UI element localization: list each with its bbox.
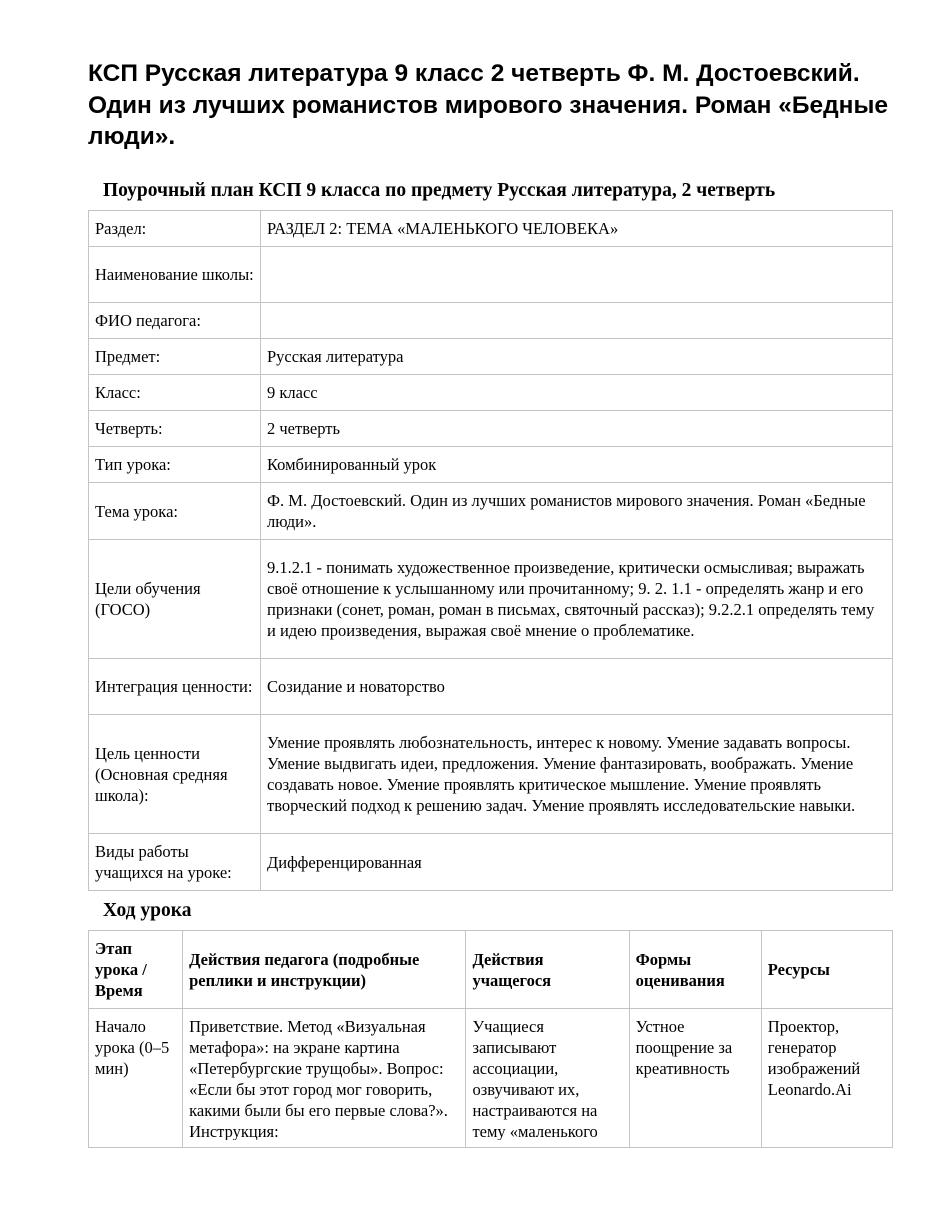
row-label-school: Наименование школы: bbox=[89, 247, 261, 303]
row-label-quarter: Четверть: bbox=[89, 411, 261, 447]
table-row bbox=[89, 659, 893, 715]
cell-student-actions bbox=[466, 1009, 629, 1148]
lesson-plan-table bbox=[88, 210, 893, 891]
header-resources: Ресурсы bbox=[761, 931, 892, 1009]
table-row bbox=[89, 1009, 893, 1148]
table-row bbox=[89, 375, 893, 411]
row-label-value-goal: Цель ценности (Основная средняя школа): bbox=[89, 715, 261, 834]
table-row bbox=[89, 483, 893, 540]
table-row bbox=[89, 715, 893, 834]
cell-resources bbox=[761, 1009, 892, 1148]
table-row bbox=[89, 211, 893, 247]
lesson-progress-table bbox=[88, 930, 893, 1148]
row-value-learning-goals: 9.1.2.1 - понимать художественное произведение, критически осмысливая; выражать своё отношение к услышанному или прочитанному; 9. 2. 1.1 - определять жанр и его признаки (сонет, роман, роман в письмах, святочный рассказ); 9.2.2.1 определять тему и идею произведения, выражая своё мнение о проблематике. bbox=[261, 540, 893, 659]
header-student-actions: Действия учащегося bbox=[466, 931, 629, 1009]
row-label-grade: Класс: bbox=[89, 375, 261, 411]
plan-heading: Поурочный план КСП 9 класса по предмету Русская литература, 2 четверть bbox=[103, 180, 776, 201]
table-row bbox=[89, 411, 893, 447]
row-label-section: Раздел: bbox=[89, 211, 261, 247]
row-label-lesson-type: Тип урока: bbox=[89, 447, 261, 483]
row-value-topic: Ф. М. Достоевский. Один из лучших романистов мирового значения. Роман «Бедные люди». bbox=[261, 483, 893, 540]
cell-teacher-actions-text: Приветствие. Метод «Визуальная метафора»: на экране картина «Петербургские трущобы». Вопрос: «Если бы этот город мог говорить, какими были бы его первые слова?». Инструкция: bbox=[189, 1017, 448, 1140]
row-label-topic: Тема урока: bbox=[89, 483, 261, 540]
row-value-subject: Русская литература bbox=[261, 339, 893, 375]
cell-student-actions-text: Учащиеся записывают ассоциации, озвучивают их, настраиваются на тему «маленького bbox=[472, 1017, 598, 1140]
cell-stage-text: Начало урока (0–5 мин) bbox=[95, 1017, 170, 1078]
cell-stage bbox=[89, 1009, 183, 1148]
row-value-school bbox=[261, 247, 893, 303]
header-assessment: Формы оценивания bbox=[629, 931, 761, 1009]
cell-resources-text: Проектор, генератор изображений Leonardo.Ai bbox=[767, 1017, 861, 1099]
table-row bbox=[89, 540, 893, 659]
row-value-value-goal: Умение проявлять любознательность, интерес к новому. Умение задавать вопросы. Умение выдвигать идеи, предложения. Умение фантазировать, воображать. Умение создавать новое. Умение проявлять критическое мышление. Умение проявлять творческий подход к решению задач. Умение проявлять исследовательские навыки. bbox=[261, 715, 893, 834]
row-label-teacher: ФИО педагога: bbox=[89, 303, 261, 339]
header-teacher-actions: Действия педагога (подробные реплики и инструкции) bbox=[183, 931, 466, 1009]
row-value-teacher bbox=[261, 303, 893, 339]
table-row bbox=[89, 247, 893, 303]
row-value-work-types: Дифференцированная bbox=[261, 834, 893, 891]
row-label-value-integration: Интеграция ценности: bbox=[89, 659, 261, 715]
row-label-work-types: Виды работы учащихся на уроке: bbox=[89, 834, 261, 891]
row-value-grade: 9 класс bbox=[261, 375, 893, 411]
table-row bbox=[89, 303, 893, 339]
lesson-progress-heading: Ход урока bbox=[103, 900, 192, 921]
row-value-lesson-type: Комбинированный урок bbox=[261, 447, 893, 483]
row-label-learning-goals: Цели обучения (ГОСО) bbox=[89, 540, 261, 659]
header-stage: Этап урока / Время bbox=[89, 931, 183, 1009]
table-row bbox=[89, 339, 893, 375]
row-value-value-integration: Созидание и новаторство bbox=[261, 659, 893, 715]
cell-assessment bbox=[629, 1009, 761, 1148]
row-label-subject: Предмет: bbox=[89, 339, 261, 375]
table-row bbox=[89, 834, 893, 891]
cell-assessment-text: Устное поощрение за креативность bbox=[635, 1017, 733, 1078]
document-title: КСП Русская литература 9 класс 2 четверть Ф. М. Достоевский. Один из лучших романистов мирового значения. Роман «Бедные люди». bbox=[88, 60, 888, 150]
cell-teacher-actions bbox=[183, 1009, 466, 1148]
row-value-section: РАЗДЕЛ 2: ТЕМА «МАЛЕНЬКОГО ЧЕЛОВЕКА» bbox=[261, 211, 893, 247]
row-value-quarter: 2 четверть bbox=[261, 411, 893, 447]
table-header-row bbox=[89, 931, 893, 1009]
table-row bbox=[89, 447, 893, 483]
